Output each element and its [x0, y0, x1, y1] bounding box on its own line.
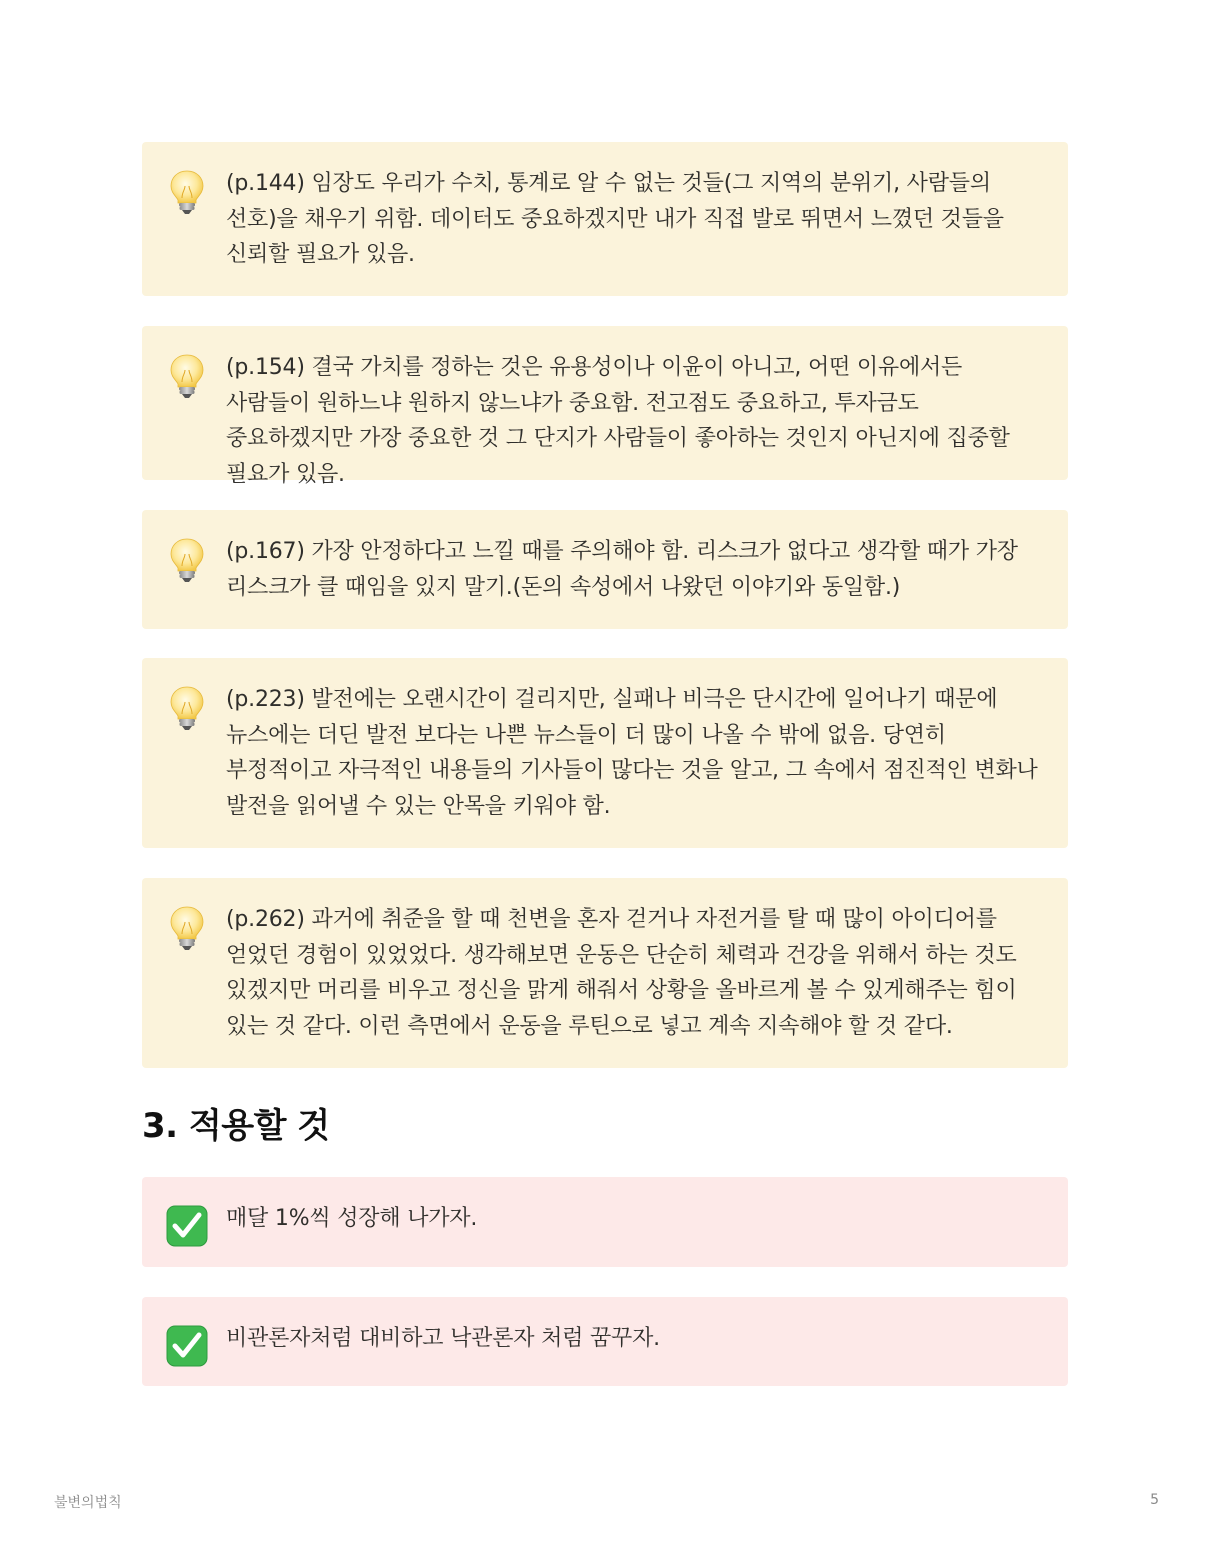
action-text: 비관론자처럼 대비하고 낙관론자 처럼 꿈꾸자. [226, 1326, 660, 1351]
insight-callout [142, 878, 1068, 1068]
page-number: 5 [1150, 1492, 1159, 1508]
section-heading: 3. 적용할 것 [142, 1106, 330, 1146]
insight-text: (p.154) 결국 가치를 정하는 것은 유용성이나 이윤이 아니고, 어떤 이유에서든 사람들이 원하느냐 원하지 않느냐가 중요함. 전고점도 중요하고, 투자금도 중요하겠지만 가장 중요한 것 그 단지가 사람들이 좋아하는 것인지 아닌지에 집중할 필요가 있음. [226, 355, 1010, 487]
lightbulb-icon [166, 536, 208, 584]
action-callout [142, 1297, 1068, 1386]
insight-callout [142, 326, 1068, 487]
insight-text: (p.223) 발전에는 오랜시간이 걸리지만, 실패나 비극은 단시간에 일어나기 때문에 뉴스에는 더딘 발전 보다는 나쁜 뉴스들이 더 많이 나올 수 밖에 없음. 당연히 부정적이고 자극적인 내용들의 기사들이 많다는 것을 알고, 그 속에서 점진적인 변화나 발전을 읽어낼 수 있는 안목을 키워야 함. [226, 687, 1038, 819]
lightbulb-icon [166, 904, 208, 952]
insight-callout [142, 510, 1068, 629]
insight-text: (p.262) 과거에 취준을 할 때 천변을 혼자 걷거나 자전거를 탈 때 많이 아이디어를 얻었던 경험이 있었었다. 생각해보면 운동은 단순히 체력과 건강을 위해서 하는 것도 있겠지만 머리를 비우고 정신을 맑게 해줘서 상황을 올바르게 볼 수 있게해주는 힘이 있는 것 같다. 이런 측면에서 운동을 루틴으로 넣고 계속 지속해야 할 것 같다. [226, 907, 1017, 1039]
lightbulb-icon [166, 168, 208, 216]
insight-text: (p.167) 가장 안정하다고 느낄 때를 주의해야 함. 리스크가 없다고 생각할 때가 가장 리스크가 클 때임을 있지 말기.(돈의 속성에서 나왔던 이야기와 동일함.) [226, 539, 1018, 600]
lightbulb-icon [166, 684, 208, 732]
insight-callout [142, 658, 1068, 848]
insight-callout [142, 142, 1068, 296]
lightbulb-icon [166, 352, 208, 400]
action-text: 매달 1%씩 성장해 나가자. [226, 1206, 478, 1231]
check-mark-icon [166, 1205, 208, 1247]
check-mark-icon [166, 1325, 208, 1367]
footer-title: 불변의법칙 [54, 1495, 122, 1511]
insight-text: (p.144) 임장도 우리가 수치, 통계로 알 수 없는 것들(그 지역의 분위기, 사람들의 선호)을 채우기 위함. 데이터도 중요하겠지만 내가 직접 발로 뛰면서 느꼈던 것들을 신뢰할 필요가 있음. [226, 171, 1004, 267]
action-callout [142, 1177, 1068, 1267]
